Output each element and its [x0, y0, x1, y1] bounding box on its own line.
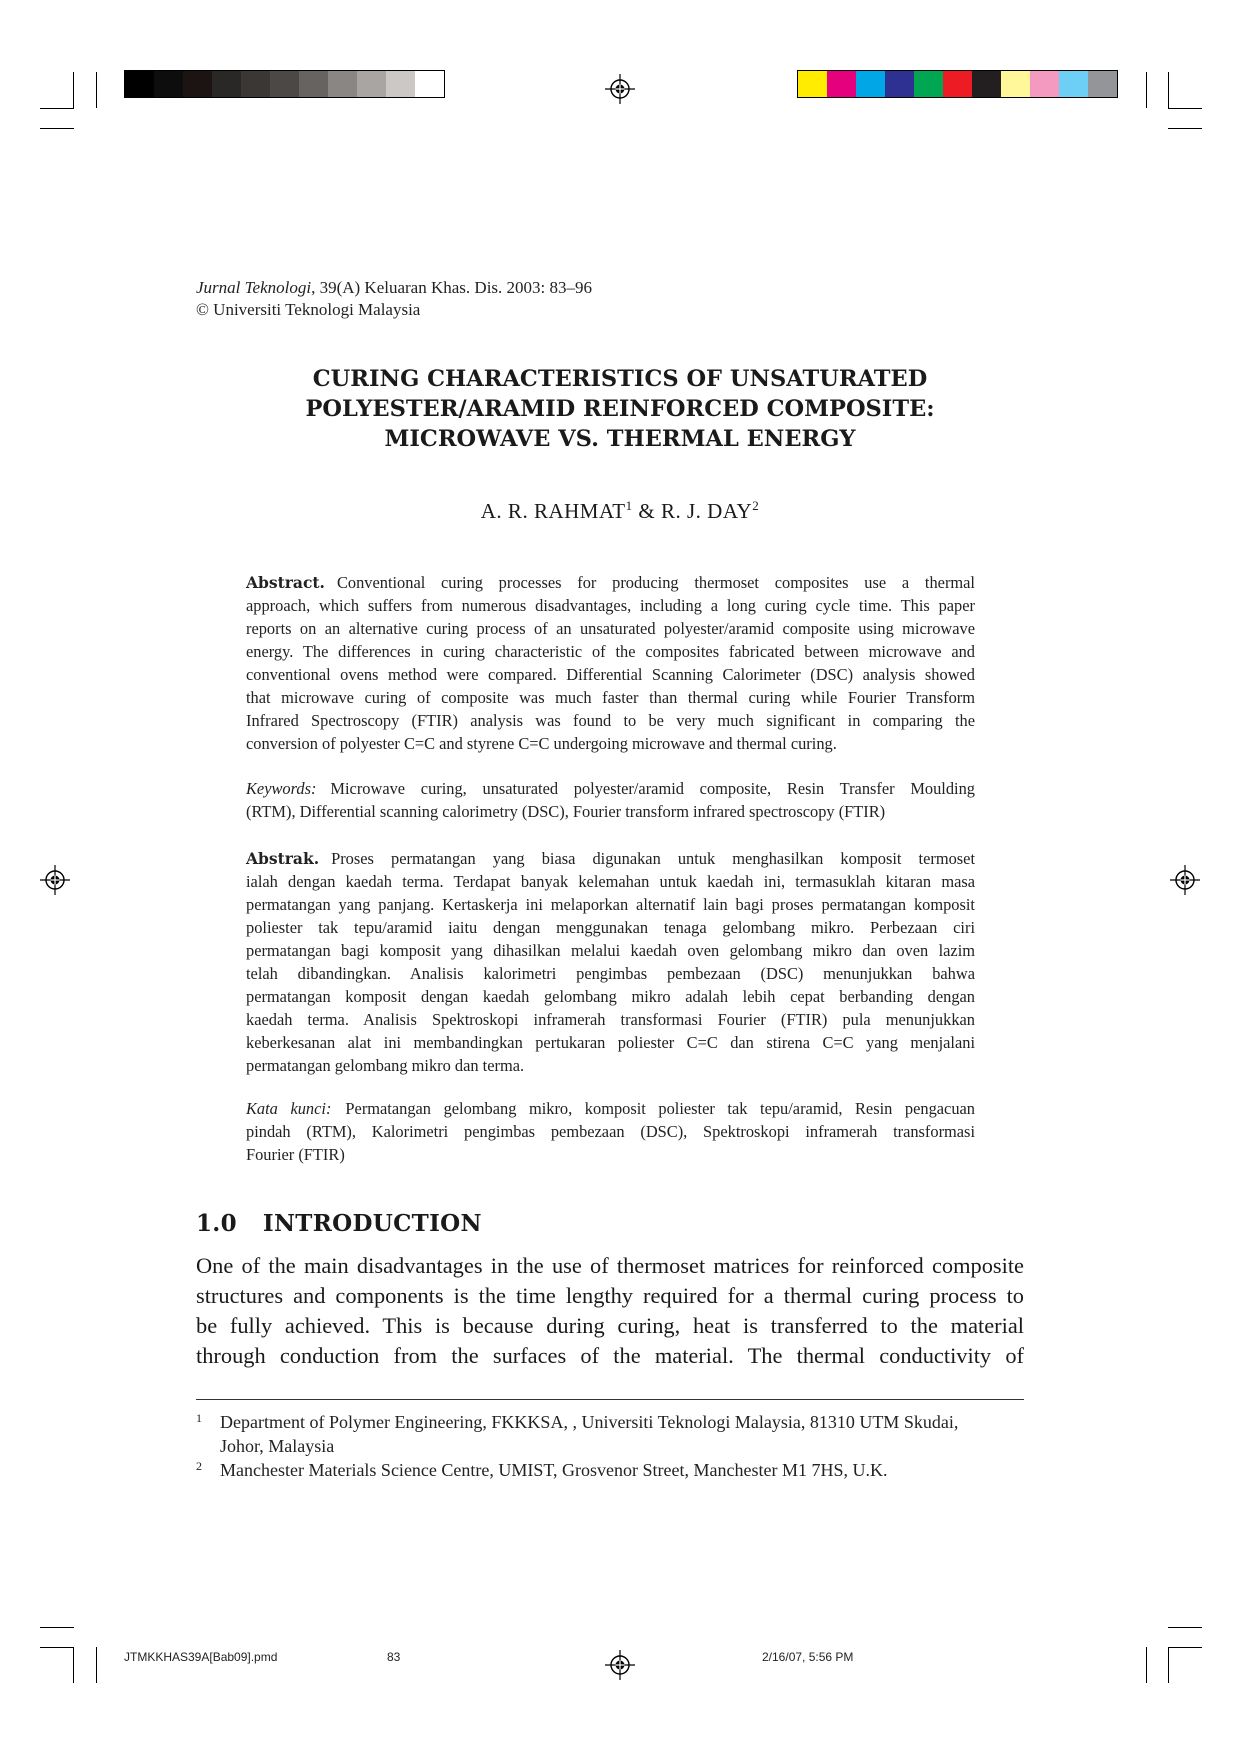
crop-mark	[96, 1647, 97, 1683]
abstract-line: poliester tak tepu/aramid iaitu dengan menggunakan tenaga gelombang mikro. Perbezaan ciri	[246, 918, 975, 937]
keywords-label: Kata kunci:	[246, 1099, 332, 1118]
abstract-line: permatangan yang panjang. Kertaskerja ini melaporkan alternatif lain bagi proses permatangan komposit	[246, 895, 975, 914]
paragraph-line: One of the main disadvantages in the use of thermoset matrices for reinforced composite	[196, 1253, 1024, 1278]
keywords-label: Keywords:	[246, 779, 317, 798]
abstract-line: keberkesanan alat ini membandingkan pertukaran poliester C=C dan stirena C=C yang menjalani	[246, 1033, 975, 1052]
footnote	[196, 1458, 1024, 1482]
crop-mark	[1168, 1627, 1202, 1628]
crop-mark	[40, 128, 74, 129]
color-swatch	[415, 71, 444, 97]
author-list	[196, 498, 1044, 524]
keywords-malay	[246, 1097, 975, 1166]
author-name: R. J. DAY	[660, 499, 753, 523]
color-swatch	[798, 71, 827, 97]
registration-mark-icon	[605, 74, 635, 104]
color-swatch	[183, 71, 212, 97]
affiliation-marker: 2	[752, 498, 760, 513]
title-line: CURING CHARACTERISTICS OF UNSATURATED	[312, 366, 928, 392]
keywords-line	[246, 777, 975, 800]
color-swatch	[357, 71, 386, 97]
crop-mark	[1146, 72, 1147, 108]
keywords-text: Microwave curing, unsaturated polyester/aramid composite, Resin Transfer Moulding	[330, 779, 975, 798]
registration-mark-icon	[40, 865, 70, 895]
abstract-text: Proses permatangan yang biasa digunakan untuk menghasilkan komposit termoset	[331, 849, 975, 868]
abstract-label: Abstrak.	[246, 849, 320, 868]
keywords-line: Fourier (FTIR)	[246, 1145, 345, 1164]
journal-copyright: © Universiti Teknologi Malaysia	[196, 300, 421, 319]
paper-title	[196, 364, 1044, 454]
color-swatch	[856, 71, 885, 97]
slug-datetime: 2/16/07, 5:56 PM	[762, 1650, 854, 1664]
abstract-malay	[246, 847, 975, 1077]
keywords-text: Permatangan gelombang mikro, komposit poliester tak tepu/aramid, Resin pengacuan	[345, 1099, 975, 1118]
color-swatch	[1088, 71, 1117, 97]
abstract-line: Infrared Spectroscopy (FTIR) analysis was found to be very much significant in comparing the	[246, 711, 975, 730]
abstract-english	[246, 571, 975, 755]
crop-mark	[1168, 108, 1202, 109]
crop-mark	[73, 72, 74, 108]
abstract-line: permatangan gelombang mikro dan terma.	[246, 1056, 525, 1075]
process-color-bar	[797, 70, 1118, 98]
color-swatch	[299, 71, 328, 97]
color-swatch	[241, 71, 270, 97]
abstract-text: Conventional curing processes for producing thermoset composites use a thermal	[336, 573, 975, 592]
abstract-line: ialah dengan kaedah terma. Terdapat banyak kelemahan untuk kaedah ini, termasuklah kitaran masa	[246, 872, 975, 891]
journal-citation: , 39(A) Keluaran Khas. Dis. 2003: 83–96	[311, 278, 593, 297]
color-swatch	[827, 71, 856, 97]
color-swatch	[386, 71, 415, 97]
color-swatch	[270, 71, 299, 97]
paragraph-line: structures and components is the time lengthy required for a thermal curing process to	[196, 1283, 1024, 1308]
color-swatch	[972, 71, 1001, 97]
crop-mark	[40, 1647, 74, 1648]
abstract-line	[246, 571, 975, 594]
color-swatch	[328, 71, 357, 97]
abstract-line	[246, 847, 975, 870]
color-swatch	[885, 71, 914, 97]
color-swatch	[1001, 71, 1030, 97]
abstract-line: permatangan komposit dengan kaedah gelombang mikro adalah lebih cepat berbanding dengan	[246, 987, 975, 1006]
color-swatch	[212, 71, 241, 97]
footnote-text: Manchester Materials Science Centre, UMIST, Grosvenor Street, Manchester M1 7HS, U.K.	[220, 1460, 888, 1480]
title-line: POLYESTER/ARAMID REINFORCED COMPOSITE:	[305, 396, 935, 422]
introduction-paragraph	[196, 1251, 1024, 1371]
crop-mark	[40, 108, 74, 109]
abstract-line: reports on an alternative curing process of an unsaturated polyester/aramid composite using microwave	[246, 619, 975, 638]
abstract-line: kaedah terma. Analisis Spektroskopi inframerah transformasi Fourier (FTIR) pula menunjukkan	[246, 1010, 975, 1029]
abstract-line: conversion of polyester C=C and styrene C=C undergoing microwave and thermal curing.	[246, 734, 837, 753]
slug-filename: JTMKKHAS39A[Bab09].pmd	[124, 1650, 278, 1664]
footnote-number: 1	[196, 1411, 202, 1425]
keywords-line: (RTM), Differential scanning calorimetry (DSC), Fourier transform infrared spectroscopy (FTIR)	[246, 802, 886, 821]
abstract-line: energy. The differences in curing characteristic of the composites fabricated between microwave and	[246, 642, 975, 661]
crop-mark	[96, 72, 97, 108]
abstract-line: approach, which suffers from numerous disadvantages, including a long curing cycle time. This paper	[246, 596, 975, 615]
crop-mark	[40, 1627, 74, 1628]
author-separator: &	[632, 499, 661, 523]
color-swatch	[914, 71, 943, 97]
section-title: INTRODUCTION	[262, 1210, 482, 1237]
footnote-text: Johor, Malaysia	[220, 1436, 335, 1456]
abstract-line: permatangan bagi komposit yang dihasilkan melalui kaedah oven gelombang mikro dan oven lazim	[246, 941, 975, 960]
title-line: MICROWAVE VS. THERMAL ENERGY	[384, 426, 856, 452]
crop-mark	[1168, 128, 1202, 129]
footnote-divider	[196, 1399, 1024, 1400]
keywords-line: pindah (RTM), Kalorimetri pengimbas pembezaan (DSC), Spektroskopi inframerah transformasi	[246, 1122, 975, 1141]
abstract-label: Abstract.	[246, 573, 325, 592]
registration-mark-icon	[1170, 865, 1200, 895]
keywords-english	[246, 777, 975, 823]
affiliation-marker: 1	[625, 498, 633, 513]
journal-name: Jurnal Teknologi	[196, 278, 312, 297]
section-heading	[196, 1210, 482, 1237]
abstract-line: that microwave curing of composite was much faster than thermal curing while Fourier Transform	[246, 688, 975, 707]
slug-page-number: 83	[387, 1650, 401, 1664]
keywords-line	[246, 1097, 975, 1120]
footnote	[196, 1410, 1024, 1458]
grayscale-color-bar	[124, 70, 445, 98]
journal-header	[196, 277, 592, 321]
crop-mark	[1168, 1647, 1169, 1683]
abstract-line: telah dibandingkan. Analisis kalorimetri pengimbas pembezaan (DSC) menunjukkan bahwa	[246, 964, 975, 983]
footnote-text: Department of Polymer Engineering, FKKKSA, , Universiti Teknologi Malaysia, 81310 UTM Skudai,	[220, 1412, 959, 1432]
footnote-number: 2	[196, 1459, 202, 1473]
color-swatch	[943, 71, 972, 97]
paragraph-line: through conduction from the surfaces of the material. The thermal conductivity of	[196, 1343, 1024, 1368]
author-name: A. R. RAHMAT	[480, 499, 626, 523]
section-number: 1.0	[196, 1210, 237, 1237]
abstract-line: conventional ovens method were compared. Differential Scanning Calorimeter (DSC) analysis showed	[246, 665, 975, 684]
paragraph-line: be fully achieved. This is because during curing, heat is transferred to the material	[196, 1313, 1024, 1338]
crop-mark	[1168, 1647, 1202, 1648]
color-swatch	[1059, 71, 1088, 97]
color-swatch	[125, 71, 154, 97]
registration-mark-icon	[605, 1650, 635, 1680]
crop-mark	[1146, 1647, 1147, 1683]
color-swatch	[1030, 71, 1059, 97]
color-swatch	[154, 71, 183, 97]
crop-mark	[73, 1647, 74, 1683]
crop-mark	[1168, 72, 1169, 108]
